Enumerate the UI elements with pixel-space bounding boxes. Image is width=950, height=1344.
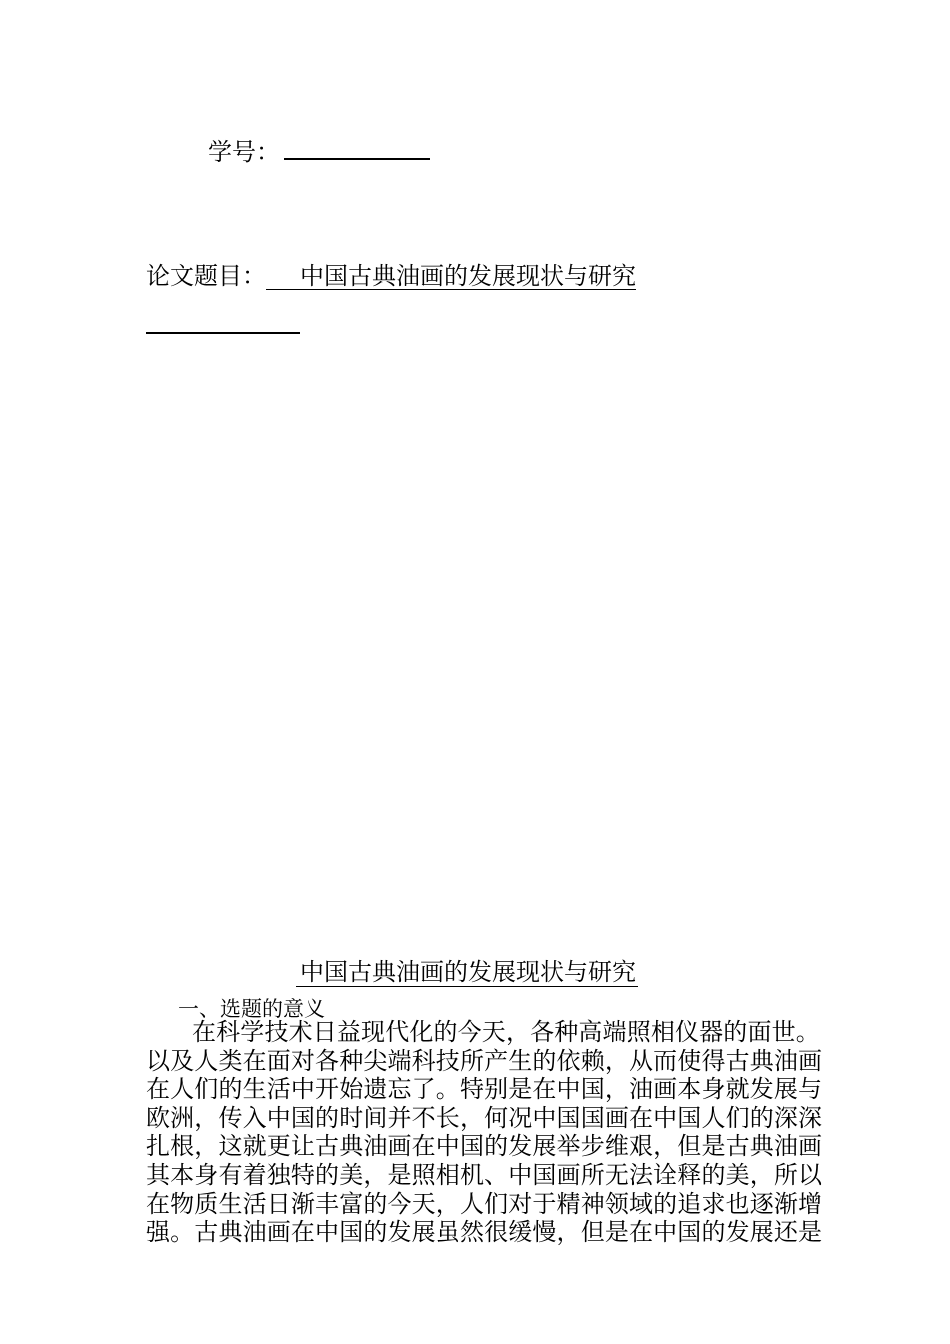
body-line: 欧洲，传入中国的时间并不长，何况中国国画在中国人们的深深 <box>146 1103 823 1132</box>
thesis-title-value: 中国古典油画的发展现状与研究 <box>266 263 636 290</box>
student-id-field <box>208 136 430 166</box>
body-line: 在人们的生活中开始遗忘了。特别是在中国，油画本身就发展与 <box>146 1075 823 1104</box>
student-id-label: 学号： <box>208 138 280 166</box>
body-line: 其本身有着独特的美，是照相机、中国画所无法诠释的美，所以 <box>146 1160 823 1189</box>
section-heading: 一、选题的意义 <box>178 997 325 1021</box>
body-line: 以及人类在面对各种尖端科技所产生的依赖，从而使得古典油画 <box>146 1046 823 1075</box>
student-id-blank <box>284 136 430 160</box>
paper-heading: 中国古典油画的发展现状与研究 <box>296 958 638 987</box>
thesis-title-field <box>146 262 636 290</box>
thesis-title-continuation-line <box>146 331 300 334</box>
thesis-title-label: 论文题目： <box>146 262 266 290</box>
body-line: 在物质生活日渐丰富的今天，人们对于精神领域的追求也逐渐增 <box>146 1189 823 1218</box>
body-paragraph <box>146 1018 823 1247</box>
body-line: 扎根，这就更让古典油画在中国的发展举步维艰，但是古典油画 <box>146 1132 823 1161</box>
body-line: 强。古典油画在中国的发展虽然很缓慢，但是在中国的发展还是 <box>146 1218 823 1247</box>
body-line: 在科学技术日益现代化的今天，各种高端照相仪器的面世。 <box>192 1018 820 1046</box>
